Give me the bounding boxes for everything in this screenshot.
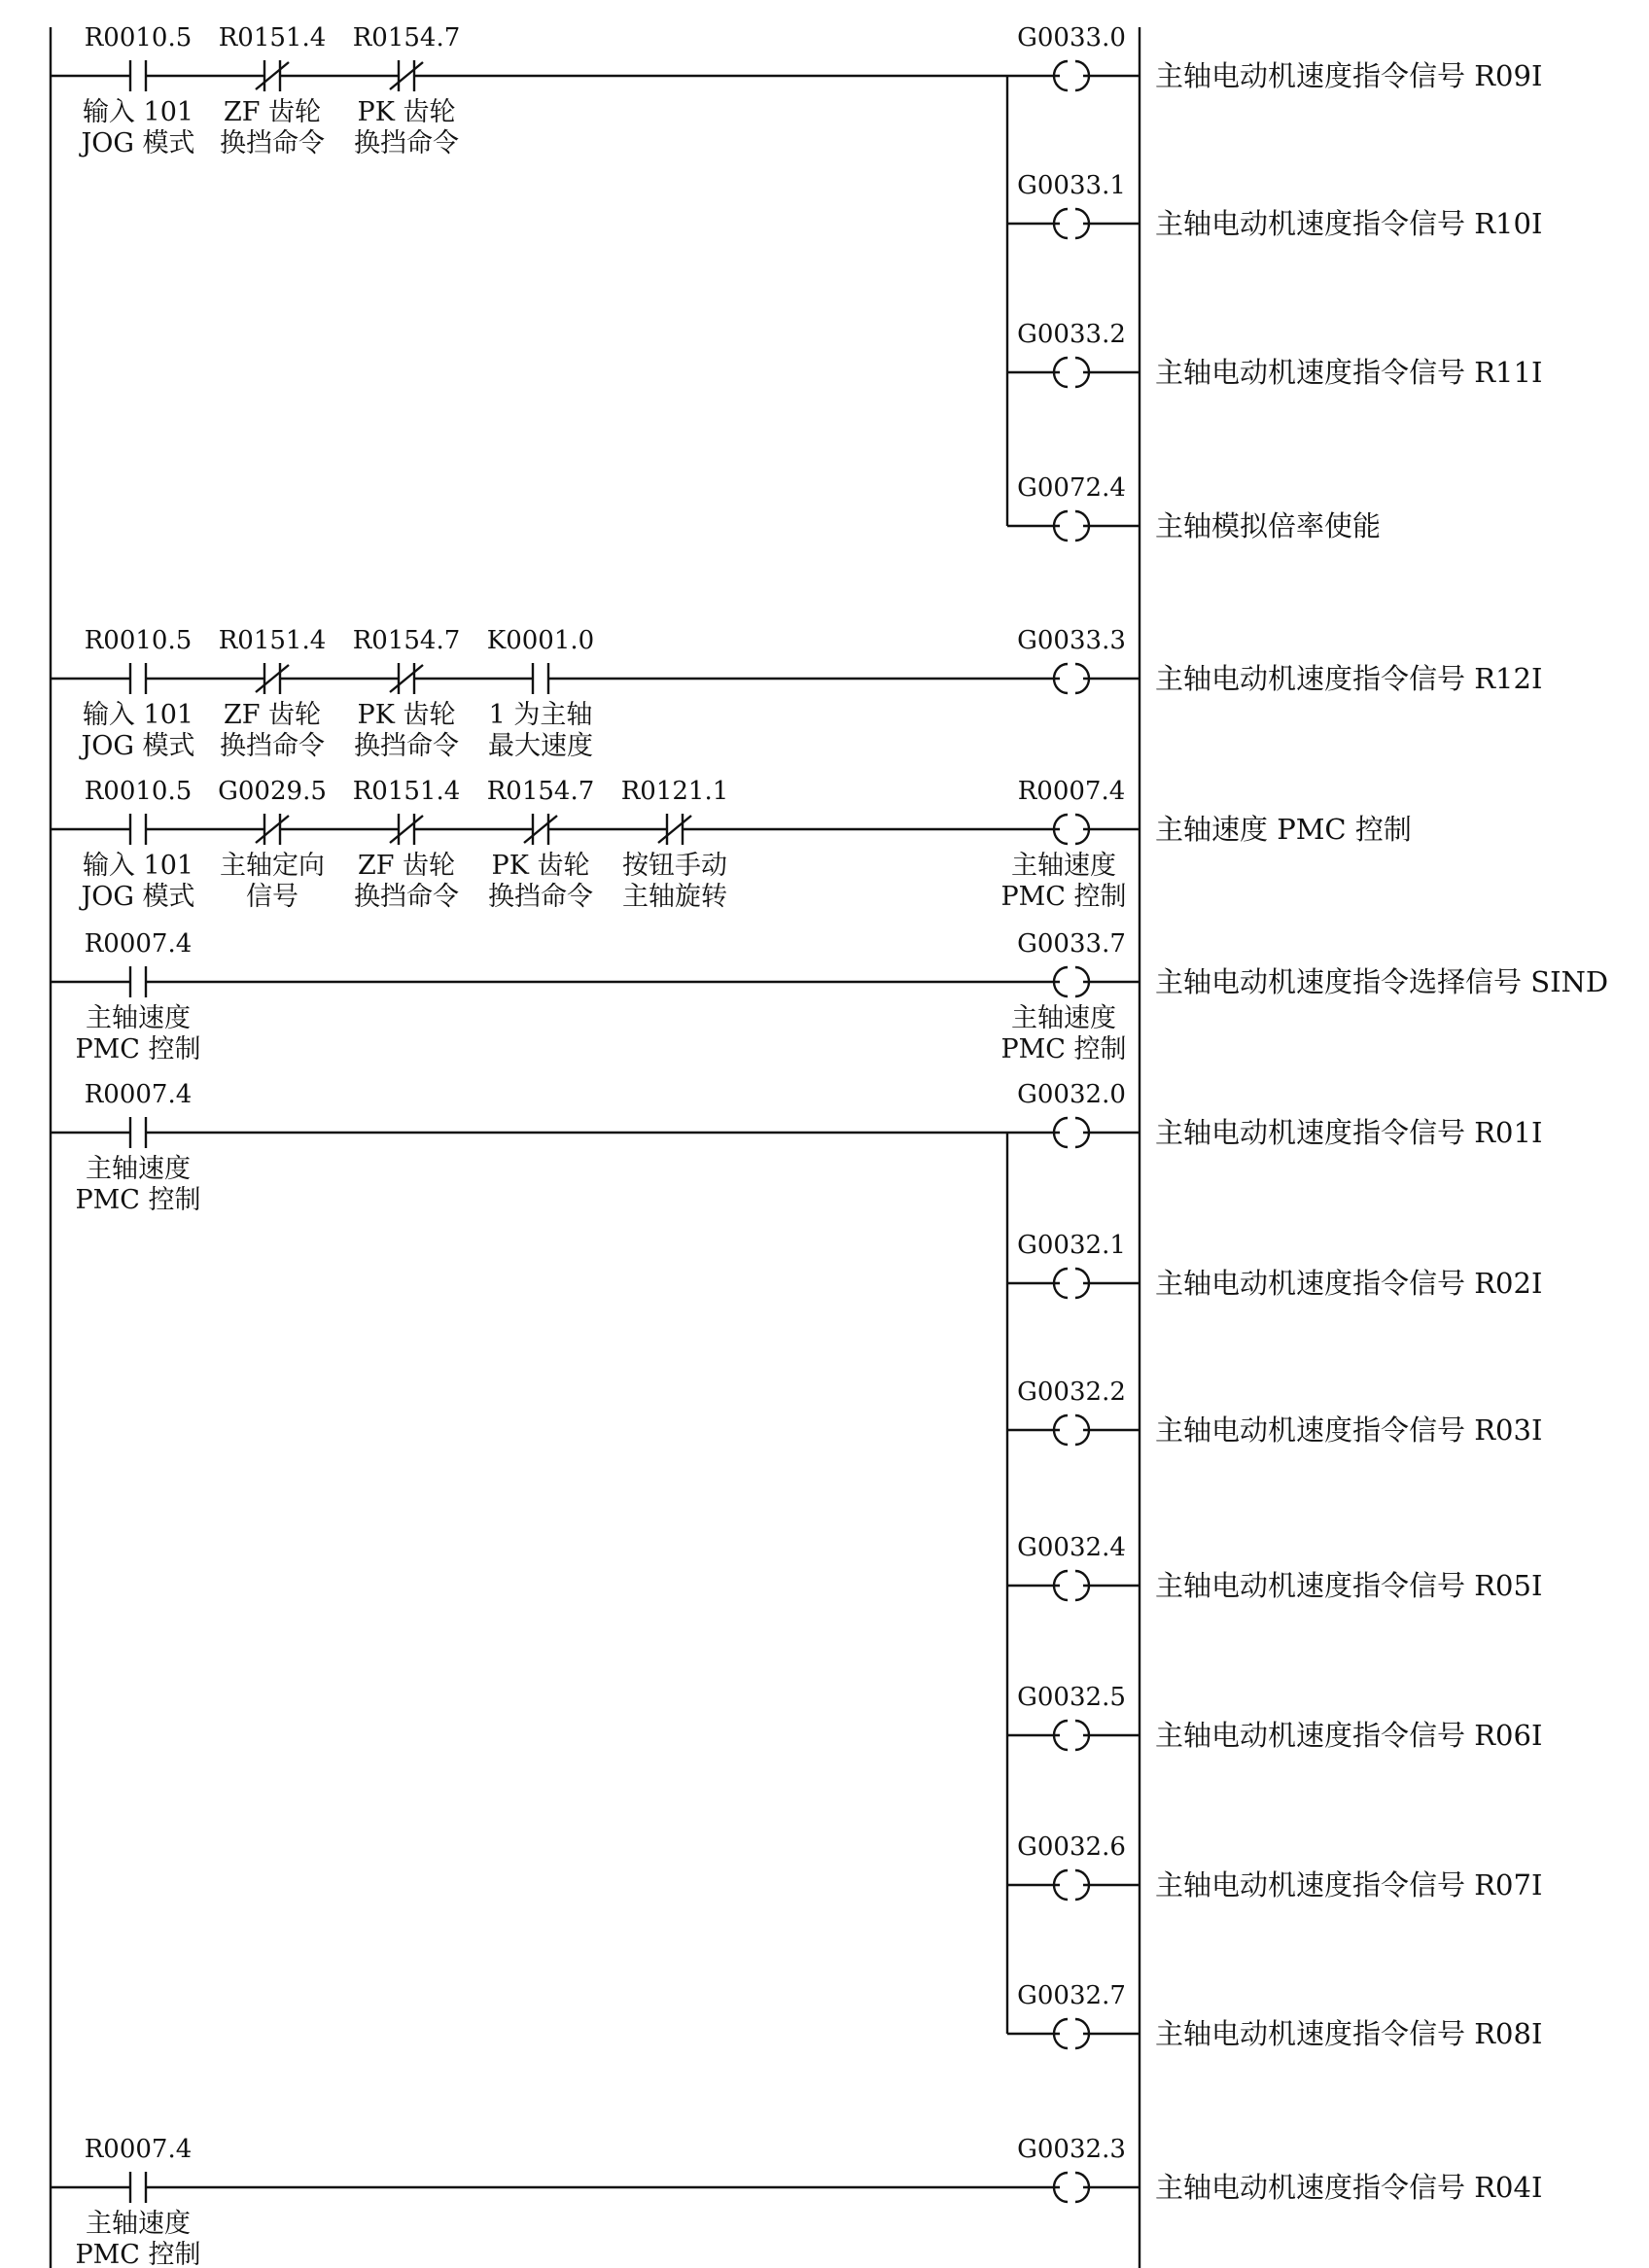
no-contact (78, 626, 194, 761)
contact-comment: ZF 齿轮 (223, 700, 322, 730)
contact-address: G0029.5 (218, 777, 327, 806)
contact-address: R0007.4 (84, 929, 193, 959)
coil-address: G0033.3 (1017, 626, 1126, 655)
coil-description: 主轴电动机速度指令选择信号 SIND (1155, 965, 1609, 998)
nc-contact (621, 777, 729, 912)
coil-address: G0033.0 (1017, 23, 1126, 52)
output-coil (1007, 473, 1381, 542)
nc-contact (353, 626, 461, 761)
no-contact (75, 929, 200, 1064)
nc-contact (487, 777, 595, 912)
contact-comment: ZF 齿轮 (357, 851, 456, 881)
contact-address: R0010.5 (84, 626, 193, 655)
output-coil (1017, 2135, 1542, 2204)
coil-address: G0032.5 (1017, 1683, 1126, 1712)
contact-address: R0010.5 (84, 777, 193, 806)
coil-address: G0033.1 (1017, 171, 1126, 200)
coil-comment: 主轴速度 (1011, 851, 1116, 881)
contact-address: R0007.4 (84, 1080, 193, 1109)
nc-contact (353, 23, 461, 158)
coil-description: 主轴电动机速度指令信号 R10I (1155, 207, 1543, 240)
coil-description: 主轴电动机速度指令信号 R05I (1155, 1569, 1543, 1602)
output-coil (1017, 1080, 1542, 1149)
output-coil (1007, 1231, 1542, 1300)
coil-address: R0007.4 (1017, 777, 1126, 806)
coil-description: 主轴电动机速度指令信号 R09I (1155, 59, 1543, 92)
contact-address: R0121.1 (620, 777, 729, 806)
coil-address: G0033.2 (1017, 320, 1126, 349)
output-coil (1007, 1832, 1542, 1902)
no-contact (487, 626, 594, 761)
contact-comment: PK 齿轮 (357, 700, 456, 730)
coil-description: 主轴电动机速度指令信号 R03I (1155, 1413, 1543, 1447)
coil-description: 主轴电动机速度指令信号 R06I (1155, 1719, 1543, 1752)
output-coil (1007, 1981, 1542, 2050)
coil-address: G0032.7 (1017, 1981, 1126, 2010)
contact-comment: 主轴定向 (220, 851, 325, 881)
no-contact (78, 23, 194, 158)
output-coil (1007, 1683, 1542, 1752)
contact-comment: 1 为主轴 (488, 700, 593, 730)
no-contact (78, 777, 194, 912)
contact-comment: 换挡命令 (220, 731, 325, 761)
coil-description: 主轴电动机速度指令信号 R02I (1155, 1267, 1543, 1300)
contact-comment: 输入 101 (82, 700, 194, 730)
coil-address: G0032.6 (1017, 1832, 1126, 1862)
coil-address: G0032.1 (1017, 1231, 1126, 1260)
contact-address: R0151.4 (218, 23, 327, 52)
contact-address: R0010.5 (84, 23, 193, 52)
coil-address: G0033.7 (1017, 929, 1126, 959)
coil-description: 主轴电动机速度指令信号 R12I (1155, 662, 1543, 695)
coil-comment: PMC 控制 (1000, 1034, 1127, 1064)
contact-comment: PK 齿轮 (491, 851, 590, 881)
coil-address: G0032.3 (1017, 2135, 1126, 2164)
nc-contact (353, 777, 461, 912)
contact-comment: PMC 控制 (75, 1034, 201, 1064)
nc-contact (219, 626, 327, 761)
contact-comment: 主轴速度 (86, 1003, 191, 1033)
coil-address: G0032.2 (1017, 1378, 1126, 1407)
contact-comment: 换挡命令 (354, 128, 459, 158)
rung-1 (51, 23, 1542, 542)
contact-comment: 主轴速度 (86, 1154, 191, 1184)
contact-comment: JOG 模式 (81, 128, 195, 158)
contact-comment: 输入 101 (82, 97, 194, 127)
output-coil (1000, 929, 1608, 1064)
coil-address: G0032.0 (1017, 1080, 1126, 1109)
output-coil (1000, 777, 1411, 912)
nc-contact (218, 777, 327, 912)
coil-description: 主轴电动机速度指令信号 R04I (1155, 2171, 1543, 2204)
coil-description: 主轴模拟倍率使能 (1155, 509, 1382, 542)
contact-address: K0001.0 (486, 626, 595, 655)
contact-comment: PMC 控制 (75, 1185, 201, 1215)
coil-description: 主轴电动机速度指令信号 R01I (1155, 1116, 1543, 1149)
contact-comment: 换挡命令 (354, 882, 459, 912)
contact-address: R0151.4 (352, 777, 461, 806)
output-coil (1007, 1533, 1542, 1602)
contact-comment: 信号 (246, 882, 298, 912)
coil-description: 主轴电动机速度指令信号 R11I (1155, 356, 1543, 389)
contact-comment: PMC 控制 (75, 2240, 201, 2268)
contact-comment: 换挡命令 (488, 882, 593, 912)
contact-comment: 最大速度 (488, 731, 593, 761)
no-contact (75, 2135, 200, 2268)
contact-comment: ZF 齿轮 (223, 97, 322, 127)
contact-comment: 输入 101 (82, 851, 194, 881)
contact-address: R0154.7 (486, 777, 595, 806)
coil-description: 主轴电动机速度指令信号 R07I (1155, 1868, 1543, 1902)
contact-comment: PK 齿轮 (357, 97, 456, 127)
rung-6 (51, 2135, 1542, 2268)
contact-address: R0151.4 (218, 626, 327, 655)
coil-comment: 主轴速度 (1011, 1003, 1116, 1033)
rung-2 (51, 626, 1542, 761)
contact-address: R0007.4 (84, 2135, 193, 2164)
contact-address: R0154.7 (352, 23, 461, 52)
output-coil (1007, 320, 1542, 389)
contact-comment: JOG 模式 (81, 882, 195, 912)
coil-address: G0032.4 (1017, 1533, 1126, 1562)
contact-comment: 换挡命令 (220, 128, 325, 158)
contact-comment: 主轴旋转 (622, 882, 727, 912)
coil-comment: PMC 控制 (1000, 882, 1127, 912)
contact-comment: JOG 模式 (81, 731, 195, 761)
nc-contact (219, 23, 327, 158)
rung-5 (51, 1080, 1542, 2050)
rung-4 (51, 929, 1608, 1064)
output-coil (1007, 171, 1542, 240)
contact-comment: 按钮手动 (622, 851, 727, 881)
contact-comment: 主轴速度 (86, 2209, 191, 2239)
output-coil (1017, 626, 1542, 695)
contact-address: R0154.7 (352, 626, 461, 655)
no-contact (75, 1080, 200, 1215)
contact-comment: 换挡命令 (354, 731, 459, 761)
rung-3 (51, 777, 1412, 912)
output-coil (1017, 23, 1542, 92)
coil-description: 主轴电动机速度指令信号 R08I (1155, 2017, 1543, 2050)
coil-description: 主轴速度 PMC 控制 (1155, 813, 1412, 846)
output-coil (1007, 1378, 1542, 1447)
coil-address: G0072.4 (1017, 473, 1126, 503)
